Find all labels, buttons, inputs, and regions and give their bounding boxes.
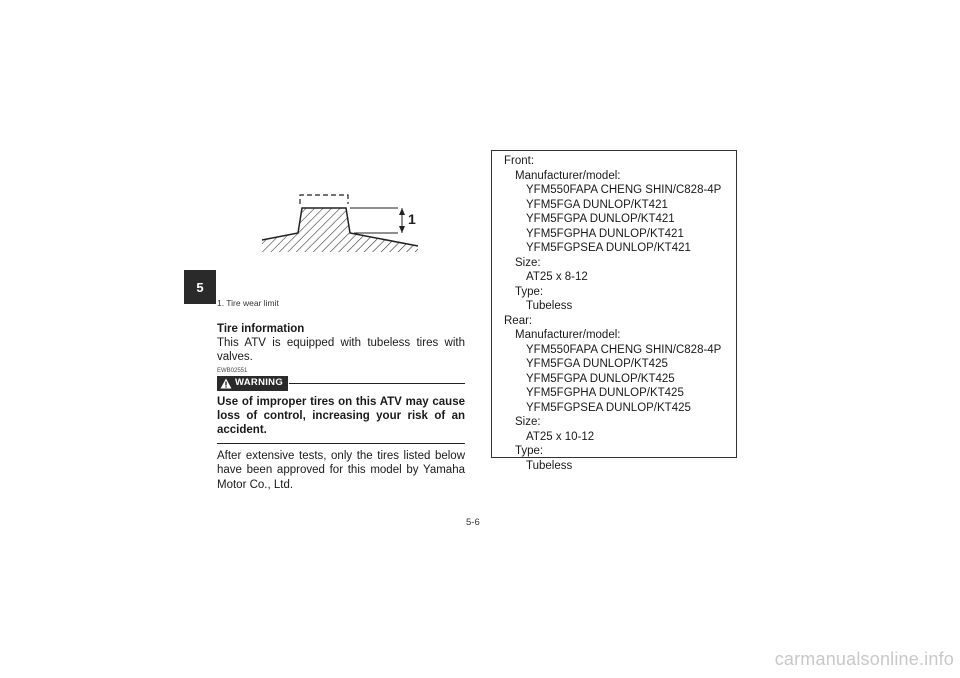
figure-callout: 1 <box>408 211 416 227</box>
tire-spec-box <box>491 150 737 472</box>
warning-text: Use of improper tires on this ATV may cause loss of control, increasing your risk of an accident. <box>217 395 465 437</box>
warning-icon <box>220 378 232 389</box>
approval-paragraph: After extensive tests, only the tires listed below have been approved for this model by Yamaha Motor Co., Ltd. <box>217 450 465 491</box>
rear-size-value: AT25 x 10-12 <box>526 430 595 443</box>
front-model: YFM5FGA DUNLOP/KT421 <box>526 198 668 211</box>
front-type-value: Tubeless <box>526 300 573 312</box>
watermark: carmanualsonline.info <box>774 649 954 669</box>
front-model: YFM5FGPHA DUNLOP/KT421 <box>526 227 684 240</box>
rear-model: YFM5FGA DUNLOP/KT425 <box>526 358 668 370</box>
tire-wear-diagram <box>258 188 428 252</box>
rear-mfr-label: Manufacturer/model: <box>515 329 621 341</box>
front-model: YFM5FGPSEA DUNLOP/KT421 <box>526 242 691 254</box>
page-number: 5-6 <box>466 517 480 528</box>
front-size-value: AT25 x 8-12 <box>526 271 588 283</box>
front-mfr-label: Manufacturer/model: <box>515 169 621 182</box>
rear-model: YFM5FGPHA DUNLOP/KT425 <box>526 387 684 399</box>
warning-label: WARNING <box>235 377 284 388</box>
front-model: YFM550FAPA CHENG SHIN/C828-4P <box>526 184 722 196</box>
rear-label: Rear: <box>504 314 533 327</box>
rear-type-label: Type: <box>515 445 544 457</box>
intro-paragraph: This ATV is equipped with tubeless tires with valves. <box>217 337 465 364</box>
rear-size-label: Size: <box>515 416 541 428</box>
figure-caption: 1. Tire wear limit <box>217 298 279 308</box>
rear-type-value: Tubeless <box>526 459 573 472</box>
section-heading: Tire information <box>217 323 305 335</box>
rear-model: YFM550FAPA CHENG SHIN/C828-4P <box>526 343 722 356</box>
front-model: YFM5FGPA DUNLOP/KT421 <box>526 213 675 225</box>
section-tab: 5 <box>184 270 216 304</box>
front-type-label: Type: <box>515 285 544 298</box>
warning-header <box>217 376 465 391</box>
rear-model: YFM5FGPA DUNLOP/KT425 <box>526 372 675 385</box>
tire-info-section <box>217 322 465 492</box>
front-size-label: Size: <box>515 256 541 269</box>
divider <box>217 443 465 444</box>
rear-model: YFM5FGPSEA DUNLOP/KT425 <box>526 401 691 414</box>
warning-badge <box>217 376 288 391</box>
warning-code: EWB02551 <box>217 367 248 374</box>
front-label: Front: <box>504 155 535 167</box>
warning-rule <box>289 383 465 384</box>
